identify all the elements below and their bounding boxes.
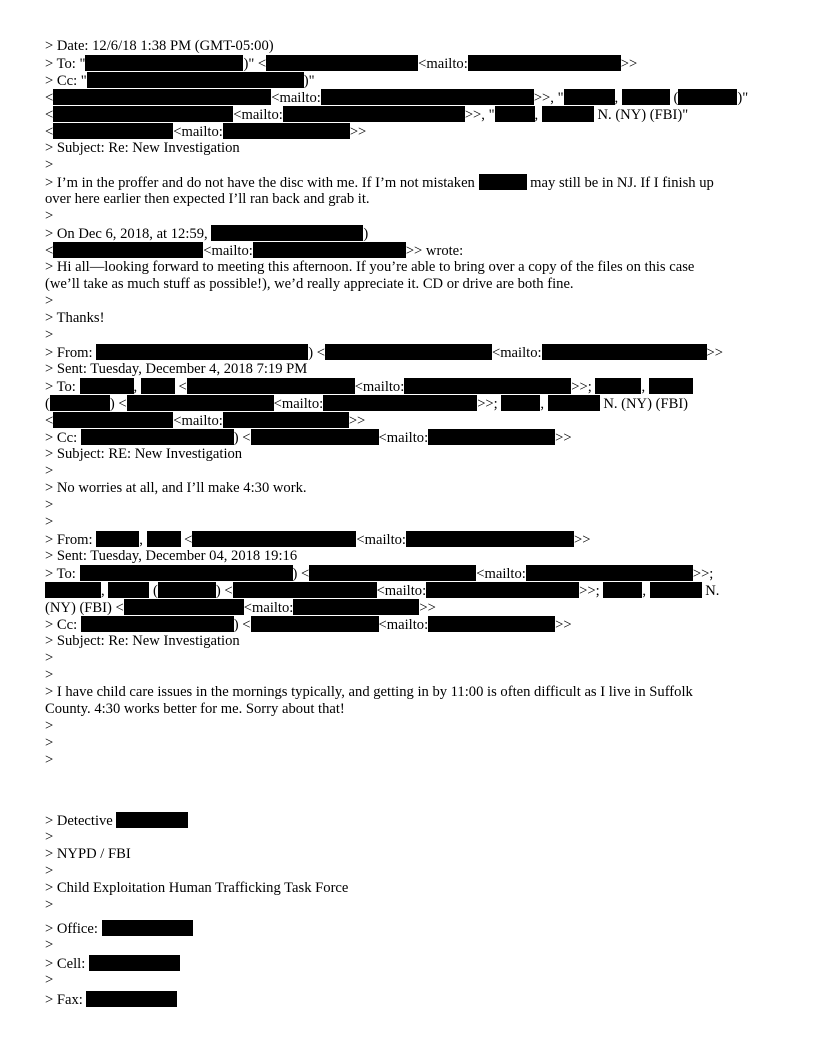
on-date-wrote-line: [45, 225, 368, 243]
text: >: [45, 752, 54, 768]
text: >>: [419, 600, 436, 616]
text: <mailto:: [491, 345, 542, 361]
redaction: [479, 174, 527, 190]
subject-line: [45, 140, 240, 157]
text: )" <: [243, 56, 267, 72]
to-line: [45, 378, 693, 396]
redaction: [622, 89, 670, 105]
text: ) <: [215, 583, 233, 599]
cc-continued-line: [45, 106, 688, 124]
text: > Sent: Tuesday, December 4, 2018 7:19 PM: [45, 361, 308, 377]
subject-line: [45, 633, 240, 650]
text: <: [45, 90, 54, 106]
text: > I have child care issues in the mornings typically, and getting in by 11:00 is often difficult as I live in Suffolk: [45, 684, 693, 700]
redaction: [89, 955, 180, 971]
text: >>;: [571, 379, 596, 395]
to-line: [45, 55, 637, 73]
text: > From:: [45, 532, 97, 548]
text: >: [45, 208, 54, 224]
text: >> wrote:: [405, 243, 464, 259]
text: >: [45, 972, 54, 988]
text: ,: [642, 583, 650, 599]
text: )": [737, 90, 749, 106]
text: >>, ": [464, 107, 495, 123]
redaction: [96, 344, 308, 360]
text: >: [45, 497, 54, 513]
text: >>: [349, 124, 367, 140]
text: County. 4:30 works better for me. Sorry about that!: [45, 701, 345, 717]
quote-marker: [45, 293, 53, 310]
redaction: [86, 991, 177, 1007]
text: (: [669, 90, 679, 106]
text: )": [303, 73, 315, 89]
text: > Fax:: [45, 992, 87, 1008]
redaction: [266, 55, 418, 71]
signature-agency: [45, 846, 131, 863]
cc-line: [45, 72, 315, 90]
text: >: [45, 157, 54, 173]
quote-marker: [45, 650, 53, 667]
text: >: [45, 937, 54, 953]
text: >>: [348, 413, 366, 429]
text: >: [45, 735, 54, 751]
redaction: [253, 242, 406, 258]
body-line: [45, 276, 574, 293]
body-line: [45, 174, 714, 192]
cc-continued-line: [45, 123, 366, 141]
text: > To: ": [45, 56, 86, 72]
text: ) <: [308, 345, 325, 361]
redaction: [223, 412, 349, 428]
text: > Thanks!: [45, 310, 105, 326]
text: <mailto:: [354, 379, 405, 395]
redaction: [428, 616, 555, 632]
signature-fax: [45, 991, 177, 1009]
from-line: [45, 531, 590, 549]
redaction: [187, 378, 355, 394]
text: <mailto:: [378, 617, 429, 633]
body-line: [45, 191, 370, 208]
cc-continued-line: [45, 89, 748, 107]
text: <mailto:: [476, 566, 526, 582]
quote-marker: [45, 752, 53, 769]
redaction: [45, 582, 101, 598]
sent-line: [45, 361, 307, 378]
date-line: [45, 38, 274, 55]
cc-line: [45, 616, 572, 634]
signature-office: [45, 920, 193, 938]
redaction: [53, 89, 271, 105]
text: <: [45, 124, 54, 140]
quote-marker: [45, 897, 53, 914]
redaction: [53, 106, 233, 122]
to-continued-line: [45, 582, 719, 600]
body-line: [45, 480, 307, 497]
redaction: [309, 565, 476, 581]
text: N.: [701, 583, 720, 599]
text: > Subject: Re: New Investigation: [45, 140, 240, 156]
redaction: [501, 395, 540, 411]
redaction: [650, 582, 702, 598]
text: <mailto:: [418, 56, 468, 72]
redaction: [495, 106, 535, 122]
text: <mailto:: [173, 124, 223, 140]
redaction: [542, 106, 594, 122]
text: (we’ll take as much stuff as possible!), we’d really appreciate it. CD or drive are both fine.: [45, 276, 574, 292]
quote-marker: [45, 514, 53, 531]
text: > Office:: [45, 921, 102, 937]
text: ,: [614, 90, 622, 106]
from-line: [45, 344, 723, 362]
text: >: [45, 863, 54, 879]
text: > Sent: Tuesday, December 04, 2018 19:16: [45, 548, 298, 564]
text: ,: [540, 396, 548, 412]
text: ) <: [233, 430, 251, 446]
text: >>;: [579, 583, 604, 599]
text: >: [45, 293, 54, 309]
text: > Child Exploitation Human Trafficking Task Force: [45, 880, 349, 896]
cc-line: [45, 429, 572, 447]
text: ,: [133, 379, 141, 395]
redaction: [678, 89, 737, 105]
quote-marker: [45, 829, 53, 846]
signature-task-force: [45, 880, 348, 897]
redaction: [211, 225, 363, 241]
text: <mailto:: [203, 243, 253, 259]
text: > Subject: RE: New Investigation: [45, 446, 243, 462]
body-line: [45, 684, 693, 701]
redaction: [102, 920, 193, 936]
redaction: [468, 55, 621, 71]
redaction: [87, 72, 304, 88]
sent-line: [45, 548, 297, 565]
redaction: [564, 89, 615, 105]
redaction: [50, 395, 110, 411]
text: <: [180, 532, 193, 548]
text: >>;: [477, 396, 502, 412]
to-line: [45, 565, 713, 583]
text: ,: [101, 583, 109, 599]
quote-marker: [45, 937, 53, 954]
text: > Cc:: [45, 430, 81, 446]
redaction: [147, 531, 181, 547]
quote-marker: [45, 327, 53, 344]
quote-marker: [45, 863, 53, 880]
text: >: [45, 897, 54, 913]
redaction: [53, 123, 173, 139]
redaction: [649, 378, 693, 394]
text: >>: [573, 532, 591, 548]
text: >>: [620, 56, 638, 72]
redaction: [223, 123, 350, 139]
quote-marker: [45, 463, 53, 480]
redaction: [404, 378, 571, 394]
body-line: [45, 701, 345, 718]
text: > To:: [45, 379, 80, 395]
text: <: [45, 413, 54, 429]
redaction: [96, 531, 139, 547]
body-line: [45, 310, 104, 327]
text: > To:: [45, 566, 80, 582]
text: > Cc: ": [45, 73, 87, 89]
on-date-wrote-line: [45, 242, 463, 260]
subject-line: [45, 446, 242, 463]
quote-marker: [45, 972, 53, 989]
text: > Hi all—looking forward to meeting this afternoon. If you’re able to bring over a copy of the files on this case: [45, 259, 695, 275]
text: > NYPD / FBI: [45, 846, 131, 862]
text: N. (NY) (FBI)": [593, 107, 689, 123]
text: ,: [139, 532, 147, 548]
redaction: [108, 582, 149, 598]
redaction: [603, 582, 642, 598]
redaction: [548, 395, 600, 411]
text: > I’m in the proffer and do not have the disc with me. If I’m not mistaken: [45, 175, 479, 191]
text: > On Dec 6, 2018, at 12:59,: [45, 226, 212, 242]
text: <mailto:: [273, 396, 324, 412]
redaction: [192, 531, 356, 547]
text: (: [149, 583, 158, 599]
body-line: [45, 259, 694, 276]
text: > No worries at all, and I’ll make 4:30 work.: [45, 480, 307, 496]
text: > From:: [45, 345, 97, 361]
redaction: [325, 344, 492, 360]
text: (NY) (FBI) <: [45, 600, 124, 616]
quote-marker: [45, 497, 53, 514]
text: > Subject: Re: New Investigation: [45, 633, 240, 649]
redaction: [158, 582, 216, 598]
redaction: [406, 531, 574, 547]
quote-marker: [45, 718, 53, 735]
text: over here earlier then expected I’ll ran back and grab it.: [45, 191, 370, 207]
text: ,: [641, 379, 649, 395]
text: ) <: [109, 396, 127, 412]
text: >>;: [692, 566, 714, 582]
text: <mailto:: [233, 107, 283, 123]
text: >>, ": [533, 90, 564, 106]
redaction: [233, 582, 377, 598]
redaction: [293, 599, 419, 615]
text: N. (NY) (FBI): [599, 396, 689, 412]
redaction: [80, 378, 134, 394]
redaction: [283, 106, 465, 122]
to-continued-line: [45, 599, 436, 617]
date-text: > Date: 12/6/18 1:38 PM (GMT-05:00): [45, 38, 274, 54]
text: <mailto:: [356, 532, 406, 548]
text: >>: [706, 345, 724, 361]
text: <mailto:: [376, 583, 427, 599]
redaction: [81, 616, 234, 632]
text: >: [45, 514, 54, 530]
quote-marker: [45, 667, 53, 684]
text: (: [45, 396, 50, 412]
text: <mailto:: [378, 430, 429, 446]
redaction: [251, 429, 379, 445]
text: >: [45, 667, 54, 683]
text: > Detective: [45, 813, 117, 829]
text: ) <: [292, 566, 310, 582]
to-continued-line: [45, 395, 688, 413]
redaction: [542, 344, 707, 360]
text: ): [363, 226, 369, 242]
redaction: [124, 599, 244, 615]
redaction: [595, 378, 641, 394]
text: <mailto:: [173, 413, 223, 429]
text: <: [174, 379, 187, 395]
text: >: [45, 650, 54, 666]
text: <mailto:: [271, 90, 321, 106]
redaction: [116, 812, 188, 828]
text: may still be in NJ. If I finish up: [526, 175, 714, 191]
text: >: [45, 718, 54, 734]
redaction: [85, 55, 243, 71]
redaction: [321, 89, 534, 105]
quote-marker: [45, 208, 53, 225]
redaction: [53, 412, 173, 428]
text: >: [45, 463, 54, 479]
redaction: [323, 395, 477, 411]
text: > Cc:: [45, 617, 81, 633]
redaction: [428, 429, 555, 445]
signature-detective: [45, 812, 188, 830]
text: <: [45, 243, 54, 259]
redaction: [141, 378, 175, 394]
redaction: [426, 582, 579, 598]
signature-cell: [45, 955, 180, 973]
text: >>: [555, 430, 572, 446]
text: <: [45, 107, 54, 123]
redaction: [81, 429, 234, 445]
redaction: [251, 616, 379, 632]
quote-marker: [45, 157, 53, 174]
redaction: [80, 565, 293, 581]
text: ,: [534, 107, 542, 123]
quote-marker: [45, 735, 53, 752]
text: ) <: [233, 617, 251, 633]
to-continued-line: [45, 412, 365, 430]
text: >>: [555, 617, 572, 633]
text: >: [45, 327, 54, 343]
redaction: [127, 395, 274, 411]
redaction: [526, 565, 693, 581]
text: <mailto:: [243, 600, 294, 616]
text: > Cell:: [45, 956, 89, 972]
redaction: [53, 242, 203, 258]
text: >: [45, 829, 54, 845]
